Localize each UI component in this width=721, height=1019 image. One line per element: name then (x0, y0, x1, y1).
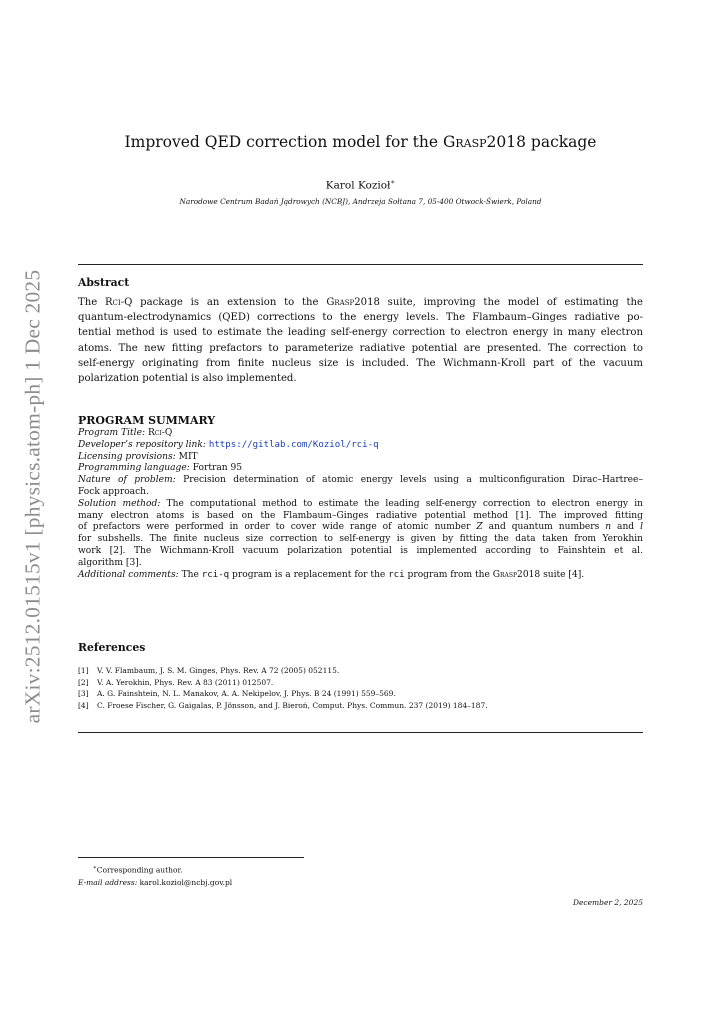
arxiv-identifier-text: arXiv:2512.01515v1 [physics.atom-ph] 1 Dec 2025 (20, 269, 45, 723)
arxiv-identifier-stamp (18, 250, 48, 742)
author-affiliation: Narodowe Centrum Badań Jądrowych (NCBJ), Andrzeja Sołtana 7, 05-400 Otwock-Świerk, Poland (179, 197, 542, 206)
program-summary-body (78, 428, 643, 581)
abstract-line: atoms. The new fitting prefactors to parameterize radiative potential are presented. The correction to (78, 342, 643, 354)
nature-of-problem-continuation: Fock approach. (78, 486, 149, 497)
abstract-heading: Abstract (78, 276, 130, 289)
author-footnote-mark: ∗ (390, 178, 396, 186)
email-note: E-mail address: karol.koziol@ncbj.gov.pl (78, 878, 233, 887)
abstract-line: The Rci-Q package is an extension to the Grasp2018 suite, improving the model of estimating the (78, 297, 643, 308)
front-matter-bottom-rule (78, 732, 643, 733)
solution-method-line: many electron atoms is based on the Flambaum–Ginges radiative potential method [1]. The improved fitting (78, 510, 643, 521)
program-title-row: Program Title: Rci-Q (78, 428, 173, 438)
author-line (78, 175, 643, 193)
repository-link[interactable]: https://gitlab.com/Koziol/rci-q (208, 439, 379, 450)
solution-method-line: for subshells. The finite nucleus size correction to self-energy is given by fitting the data taken from Yerokhin (78, 534, 643, 545)
reference-item: [1] V. V. Flambaum, J. S. M. Ginges, Phys. Rev. A 72 (2005) 052115. (78, 666, 340, 675)
solution-method-line: of prefactors were performed in order to cover wide range of atomic number Z and quantum numbers n and l (78, 522, 643, 533)
program-summary-heading: PROGRAM SUMMARY (78, 414, 216, 427)
abstract-body (78, 295, 643, 386)
corresponding-author-note: ∗Corresponding author. (93, 865, 183, 875)
email-address[interactable]: karol.koziol@ncbj.gov.pl (139, 878, 233, 887)
reference-item: [4] C. Froese Fischer, G. Gaigalas, P. Jönsson, and J. Bieroń, Comput. Phys. Commun. 237 (2019) 184–187. (78, 701, 488, 711)
reference-item: [3] A. G. Fainshtein, N. L. Manakov, A. A. Nekipelov, J. Phys. B 24 (1991) 559–569. (78, 689, 396, 699)
footnote-rule (78, 857, 304, 858)
references-list (78, 665, 643, 712)
author-name: Karol Kozioł (325, 179, 391, 192)
abstract-line: polarization potential is also implemented. (78, 373, 297, 385)
abstract-line: quantum-electrodynamics (QED) corrections to the energy levels. The Flambaum–Ginges radiative po- (78, 312, 643, 324)
grasp-name: Grasp (442, 133, 487, 151)
licensing-row: Licensing provisions: MIT (78, 451, 198, 462)
abstract-line: self-energy originating from finite nucleus size is included. The Wichmann-Kroll part of the vacuum (78, 357, 643, 369)
additional-comments-row: Additional comments: The rci-q program is a replacement for the rci program from the Grasp2018 suite [4]. (78, 569, 585, 580)
language-row: Programming language: Fortran 95 (78, 463, 243, 474)
footnote (78, 862, 232, 890)
solution-method-line: work [2]. The Wichmann-Kroll vacuum polarization potential is implemented according to Fainshtein et al. (78, 545, 643, 556)
paper-title: Improved QED correction model for the Grasp2018 package (124, 133, 597, 151)
reference-item: [2] V. A. Yerokhin, Phys. Rev. A 83 (2011) 012507. (78, 677, 274, 687)
preprint-date: December 2, 2025 (572, 898, 643, 907)
solution-method-row: Solution method: The computational method to estimate the leading self-energy correction to electron energy in (78, 498, 643, 509)
abstract-top-rule (78, 264, 643, 265)
nature-of-problem-row: Nature of problem: Precision determination of atomic energy levels using a multiconfiguration Dirac–Hartree– (78, 475, 643, 486)
solution-method-line: algorithm [3]. (78, 557, 142, 568)
repository-row: Developer’s repository link: https://gitlab.com/Koziol/rci-q (78, 439, 379, 450)
references-heading: References (78, 641, 146, 654)
abstract-line: tential method is used to estimate the leading self-energy correction to electron energy in many electron (78, 327, 643, 339)
